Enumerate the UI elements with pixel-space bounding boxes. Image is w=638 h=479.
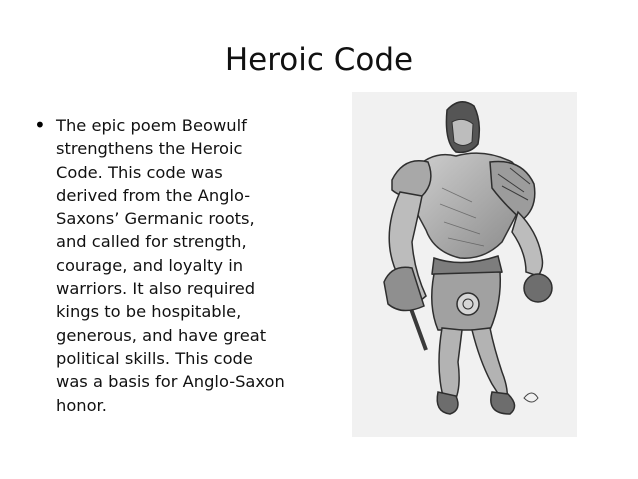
bullet-line: strengthens the Heroic (56, 139, 243, 159)
bullet-line: generous, and have great (56, 325, 267, 345)
bullet-item (28, 114, 348, 417)
bullet-line: and called for strength, (56, 232, 247, 252)
warrior-sketch-icon (352, 92, 577, 437)
bullet-line: Saxons’ Germanic roots, (56, 209, 255, 229)
bullet-line: was a basis for Anglo-Saxon (56, 372, 285, 392)
bullet-line: warriors. It also required (56, 279, 256, 299)
bullet-line: The epic poem Beowulf (56, 116, 247, 135)
bullet-text (56, 114, 348, 417)
bullet-line: political skills. This code (56, 348, 253, 368)
bullet-dot-icon: • (34, 113, 46, 137)
bullet-line: courage, and loyalty in (56, 255, 244, 275)
bullet-line: Code. This code was (56, 162, 223, 182)
bullet-line: kings to be hospitable, (56, 302, 242, 322)
bullet-list (28, 114, 348, 417)
bullet-line: honor. (56, 395, 107, 415)
slide-title: Heroic Code (224, 42, 414, 78)
bullet-line: derived from the Anglo- (56, 185, 251, 205)
